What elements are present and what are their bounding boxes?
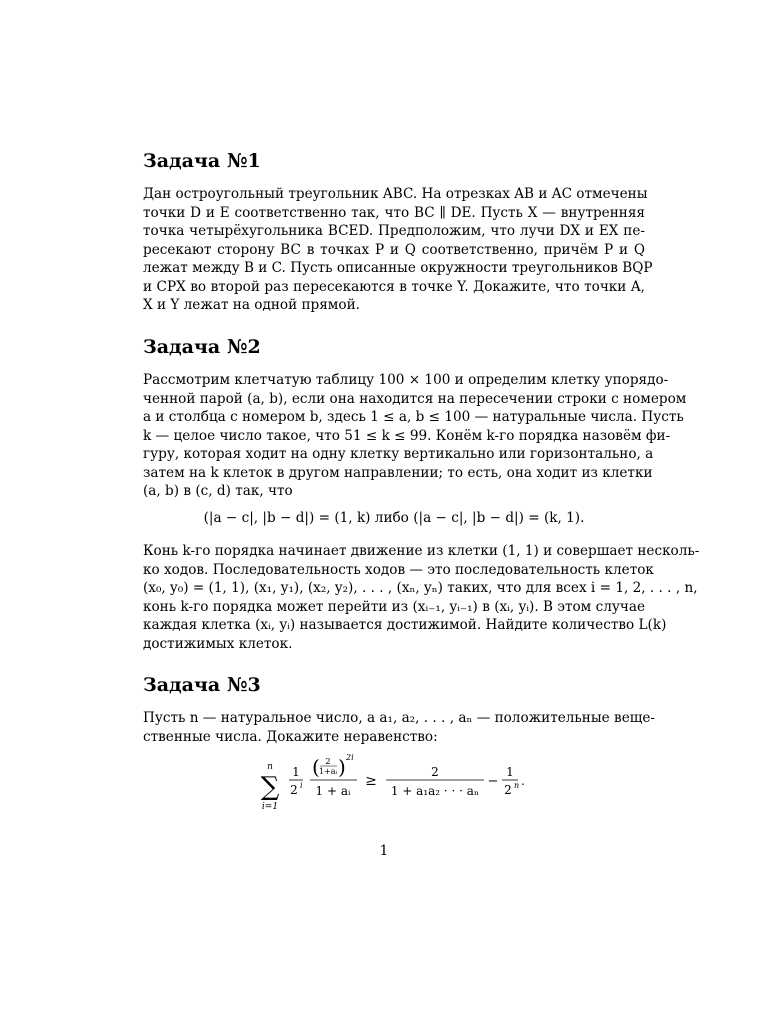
text-line: гуру, которая ходит на одну клетку вертикально или горизонтально, а bbox=[143, 446, 654, 462]
sum-symbol: ∑ bbox=[260, 772, 280, 802]
text-line: X и Y лежат на одной прямой. bbox=[143, 297, 360, 313]
problem-3-text bbox=[143, 709, 656, 746]
text-line: (a, b) в (c, d) так, что bbox=[143, 483, 293, 499]
text-line: ченной парой (a, b), если она находится на пересечении строки с номером bbox=[143, 390, 687, 407]
inner-numerator: 2 bbox=[325, 757, 331, 767]
text-line: Дан остроугольный треугольник ABC. На отрезках AB и AC отмечены bbox=[143, 186, 648, 202]
sum-upper-limit: n bbox=[267, 762, 273, 772]
knight-move-formula: (|a − c|, |b − d|) = (1, k) либо (|a − c|, |b − d|) = (k, 1). bbox=[203, 510, 585, 526]
text-line: затем на k клеток в другом направлении; то есть, она ходит из клетки bbox=[143, 464, 653, 481]
text-line: лежат между B и C. Пусть описанные окружности треугольников BQP bbox=[143, 260, 653, 276]
text-line: ресекают сторону BC в точках P и Q соответственно, причём P и Q bbox=[143, 241, 645, 258]
rhs-denominator: 1 + a₁a₂ · · · aₙ bbox=[390, 784, 480, 798]
inequality-formula bbox=[143, 752, 645, 822]
text-line: ко ходов. Последовательность ходов — это последовательность клеток bbox=[143, 561, 654, 578]
right-paren: ) bbox=[338, 755, 346, 779]
text-line: (x₀, y₀) = (1, 1), (x₁, y₁), (x₂, y₂), . . . , (xₙ, yₙ) таких, что для всех i = 1, 2, . . . , n, bbox=[143, 580, 698, 596]
period: . bbox=[521, 774, 525, 788]
inner-denominator: 1+aᵢ bbox=[318, 767, 338, 776]
minus-sign: − bbox=[487, 774, 499, 789]
problem-1-title: Задача №1 bbox=[143, 150, 261, 172]
text-line: точка четырёхугольника BCED. Предположим, что лучи DX и EX пе- bbox=[143, 223, 645, 239]
problem-2-text-continued bbox=[143, 542, 700, 653]
text-line: и CPX во второй раз пересекаются в точке Y. Докажите, что точки A, bbox=[143, 278, 645, 295]
fraction-numerator: 1 bbox=[292, 765, 300, 779]
text-line: каждая клетка (xᵢ, yᵢ) называется достижимой. Найдите количество L(k) bbox=[143, 617, 667, 633]
text-line: Конь k-го порядка начинает движение из клетки (1, 1) и совершает несколь- bbox=[143, 543, 700, 559]
last-denominator-exponent: n bbox=[514, 781, 520, 790]
rhs-numerator: 2 bbox=[431, 765, 439, 779]
text-line: конь k-го порядка может перейти из (xᵢ₋₁, yᵢ₋₁) в (xᵢ, yᵢ). В этом случае bbox=[143, 598, 645, 615]
text-line: k — целое число такое, что 51 ≤ k ≤ 99. Конём k-го порядка назовём фи- bbox=[143, 427, 671, 444]
inequality-svg bbox=[259, 752, 529, 820]
fraction-denominator-base: 2 bbox=[290, 783, 298, 797]
page-number: 1 bbox=[379, 843, 389, 859]
text-line: ственные числа. Докажите неравенство: bbox=[143, 728, 438, 745]
problem-1-text bbox=[143, 185, 653, 315]
sum-lower-limit: i=1 bbox=[261, 802, 279, 812]
fraction-denominator-exponent: i bbox=[300, 781, 303, 790]
text-line: Пусть n — натуральное число, а a₁, a₂, . . . , aₙ — положительные веще- bbox=[143, 710, 656, 726]
text-line: достижимых клеток. bbox=[143, 635, 293, 652]
text-line: Рассмотрим клетчатую таблицу 100 × 100 и определим клетку упорядо- bbox=[143, 372, 669, 388]
last-numerator: 1 bbox=[506, 765, 514, 779]
problem-3-title: Задача №3 bbox=[143, 674, 261, 696]
text-line: a и столбца с номером b, здесь 1 ≤ a, b ≤ 100 — натуральные числа. Пусть bbox=[143, 409, 684, 425]
problem-2-text bbox=[143, 371, 687, 501]
geq-sign: ≥ bbox=[365, 773, 377, 789]
outer-exponent: 2i bbox=[346, 753, 354, 762]
left-paren: ( bbox=[312, 755, 320, 779]
text-line: точки D и E соответственно так, что BC ∥ DE. Пусть X — внутренняя bbox=[143, 204, 645, 221]
main-denominator: 1 + aᵢ bbox=[315, 784, 351, 798]
last-denominator-base: 2 bbox=[504, 783, 512, 797]
problem-2-title: Задача №2 bbox=[143, 336, 261, 358]
